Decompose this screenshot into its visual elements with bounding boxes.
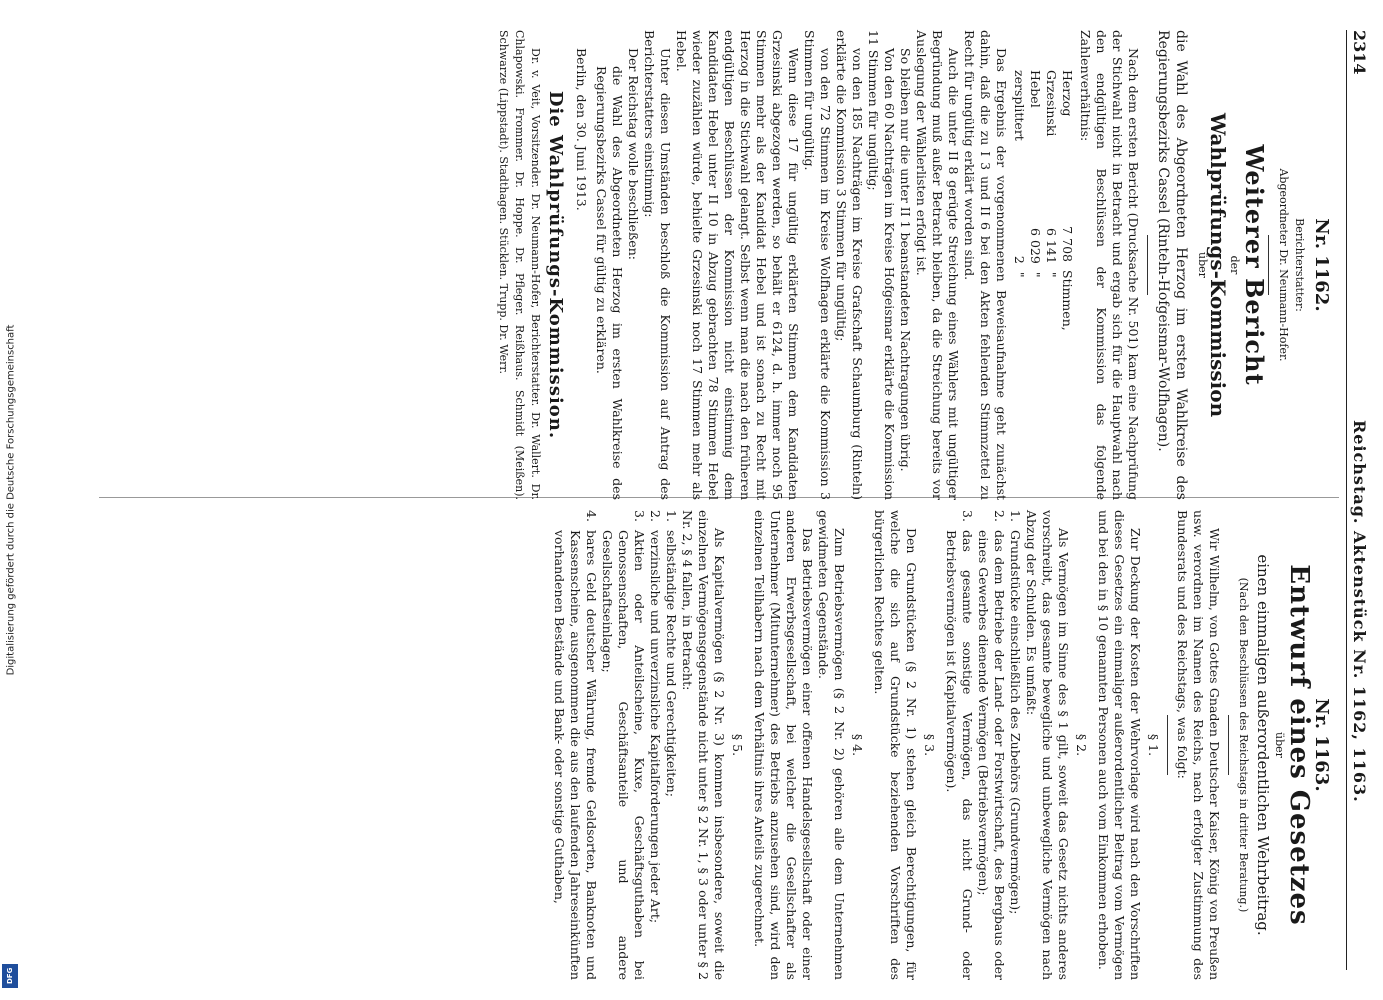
reporter-label: Berichterstatter: <box>1293 218 1306 312</box>
paragraph: Auch die unter II 8 gerügte Streichung eines Wählers mit ungültiger Begründung muß außer Betracht bleiben, da die Streichung bereits vor Auslegung der Wählerlisten erfolgt ist. <box>914 30 961 500</box>
list-item: 1. Grundstücke einschließlich des Zubehörs (Grundvermögen); <box>1008 510 1023 915</box>
paragraph: Wenn diese 17 für ungültig erklärten Stimmen dem Kandidaten Grzesinski abgezogen werden, so behält er 6124, d. h. immer noch 95 Stimmen mehr als der Kandidat Hebel und ist sonach zu Recht mit Herzog in die Stichwahl gelangt. Selbst wenn man die nach den früheren endgültigen Beschlüssen der Kommission nicht einstimmig dem Kandidaten Hebel unter II 10 in Abzug gebrachten 78 Stimmen Hebel wieder zuzählen würde, behielte Grzesinski noch 17 Stimmen mehr als Hebel. <box>674 30 801 500</box>
section-text: Zur Deckung der Kosten der Wehrvorlage wird nach den Vorschriften dieses Gesetzes ein einmaliger außerordentlicher Beitrag vom Vermögen und bei den in § 10 genannten Personen auch vom Einkommen erhoben. <box>1096 510 1143 980</box>
list-item: 2. das dem Betriebe der Land- oder Forstwirtschaft, des Bergbaus oder eines Gewerbes dienende Vermögen (Betriebsvermögen); <box>976 510 1007 980</box>
paragraph: von den 185 Nachträgen im Kreise Grafschaft Schaumburg (Rinteln) erklärte die Kommission 3 Stimmen für ungültig; <box>834 30 865 500</box>
section-sign: § 2. <box>1074 733 1089 757</box>
scanner-strip <box>0 0 22 1000</box>
rule <box>1147 235 1148 295</box>
table-row: Herzog 7 708 Stimmen, <box>1060 70 1075 331</box>
paragraph: Nach dem ersten Bericht (Drucksache Nr. 501) kam eine Nachprüfung der Stichwahl nicht in Betracht und ergab sich für die Hauptwahl nach den endgültigen Beschlüssen der Kommission das folgende Zahlenverhältnis: <box>1078 30 1141 500</box>
reporter-name: Abgeordneter Dr. Neumann-Hofer. <box>1277 168 1290 362</box>
section-text: Als Vermögen im Sinne des § 1 gilt, soweit das Gesetz nichts anderes vorschreibt, das gesamte bewegliche und unbewegliche Vermögen nach Abzug der Schulden. Es umfaßt: <box>1024 510 1071 980</box>
paragraph: So bleiben nur die unter II 1 beanstandeten Nachtragungen übrig. <box>898 48 913 472</box>
paragraph: von den 72 Stimmen im Kreise Wolfhagen erklärte die Kommission 3 Stimmen für ungültig. <box>802 30 833 500</box>
digitization-credit: Digitalisierung gefördert durch die Deutsche Forschungsgemeinschaft <box>5 324 17 676</box>
commission-heading: Wahlprüfungs-Kommission <box>1206 112 1230 418</box>
paragraph: Unter diesen Umständen beschloß die Kommission auf Antrag des Berichterstatters einstimmig: <box>642 30 673 500</box>
law-heading: Entwurf eines Gesetzes <box>1284 564 1314 926</box>
report-subject: die Wahl des Abgeordneten Herzog im ersten Wahlkreise des Regierungsbezirks Cassel (Rinteln-Hofgeismar-Wolfhagen). <box>1155 30 1189 500</box>
running-title: Reichstag. Aktenstück Nr. 1162, 1163. <box>1350 420 1369 803</box>
page-number: 2314 <box>1350 30 1369 75</box>
section-sign: § 5. <box>730 733 745 757</box>
document-number: Nr. 1163. <box>1311 698 1332 792</box>
list-item: 2. verzinsliche und unverzinsliche Kapitalforderungen jeder Art; <box>648 510 663 924</box>
list-item: 4. bares Geld deutscher Währung, fremde Geldsorten, Banknoten und Kassenscheine, ausgenommen die aus den laufenden Jahreseinkünften vorhandenen Bestände und Bank- oder sonstige Guthaben, <box>552 510 599 980</box>
running-head <box>1346 30 1369 970</box>
table-row: Hebel 6 029 " <box>1028 70 1043 278</box>
preamble: Wir Wilhelm, von Gottes Gnaden Deutscher Kaiser, König von Preußen usw. verordnen im Namen des Reichs, nach erfolgter Zustimmung des Bundesrats und des Reichstags, was folgt: <box>1175 510 1222 980</box>
law-subject: einen einmaligen außerordentlichen Wehrbeitrag. <box>1254 554 1272 936</box>
paragraph: Der Reichstag wolle beschließen: <box>626 48 641 260</box>
dfg-logo: DFG <box>2 964 18 988</box>
document-page <box>83 0 1383 1000</box>
document-number: Nr. 1162. <box>1311 218 1332 312</box>
right-column <box>551 510 1333 980</box>
section-sign: § 1. <box>1146 733 1161 757</box>
heading-ueber: über <box>1273 732 1286 758</box>
heading-der: der <box>1228 255 1241 275</box>
list-item: 1. selbständige Rechte und Gerechtigkeiten; <box>664 510 679 797</box>
paragraph: Von den 60 Nachträgen im Kreise Hofgeismar erklärte die Kommission 11 Stimmen für ungültig; <box>866 30 897 500</box>
resolution: die Wahl des Abgeordneten Herzog im ersten Wahlkreise des Regierungsbezirks Cassel für gültig zu erklären. <box>594 66 625 500</box>
section-text: Den Grundstücken (§ 2 Nr. 1) stehen gleich Berechtigungen, für welche die sich auf Grundstücke beziehenden Vorschriften des bürgerlichen Rechtes gelten. <box>872 510 919 980</box>
commission-signature: Die Wahlprüfungs-Kommission. <box>545 90 566 440</box>
rule <box>1167 715 1168 775</box>
report-heading: Weiterer Bericht <box>1240 144 1269 386</box>
section-text: Als Kapitalvermögen (§ 2 Nr. 3) kommen insbesondere, soweit die einzelnen Vermögensgegenstände nicht unter § 2 Nr. 1, § 3 oder unter § 2 Nr. 2, § 4 fallen, in Betracht: <box>680 510 727 980</box>
list-item: 3. Aktien oder Anteilscheine, Kuxe, Geschäftsguthaben bei Genossenschaften, Geschäftsanteile und andere Gesellschaftseinlagen; <box>600 510 647 980</box>
table-row: Grzesinski 6 141 " <box>1044 70 1059 278</box>
left-column <box>495 30 1333 500</box>
vote-table <box>1011 70 1075 500</box>
paragraph: Das Ergebnis der vorgenommenen Beweisaufnahme geht zunächst dahin, daß die zu I 3 und II 6 bei den Akten fehlenden Stimmzettel zu Recht für ungültig erklärt worden sind. <box>962 30 1009 500</box>
rule <box>1228 715 1229 775</box>
list-item: 3. das gesamte sonstige Vermögen, das nicht Grund- oder Betriebsvermögen ist (Kapitalvermögen). <box>944 510 975 980</box>
date-line: Berlin, den 30. Juni 1913. <box>574 48 589 211</box>
heading-ueber: über <box>1196 252 1209 278</box>
table-row: zersplittert 2 " <box>1012 70 1027 278</box>
section-sign: § 4. <box>850 733 865 757</box>
section-sign: § 3. <box>922 733 937 757</box>
section-text: Das Betriebsvermögen einer offenen Handelsgesellschaft oder einer anderen Erwerbsgesellschaft, bei welcher die Gesellschafter als Unternehmer (Mitunternehmer) des Betriebs anzusehen sind, wird den einzelnen Teilhabern nach dem Verhältnis ihres Anteils zugerechnet. <box>752 510 815 980</box>
reading-note: (Nach den Beschlüssen des Reichstags in dritter Beratung.) <box>1237 577 1250 913</box>
members-list: Dr. v. Veit, Vorsitzender. Dr. Neumann-Hofer, Berichterstatter. Dr. Wallert. Dr. Chlapowski. Frommer. Dr. Hoppe. Dr. Pfleger. Reißhaus. Schmidt (Meißen). Schwarze (Lippstadt). Stadthagen. Stücklen. Trupp. Dr. Werr. <box>497 30 542 500</box>
section-text: Zum Betriebsvermögen (§ 2 Nr. 2) gehören alle dem Unternehmen gewidmeten Gegenstände. <box>816 510 847 980</box>
